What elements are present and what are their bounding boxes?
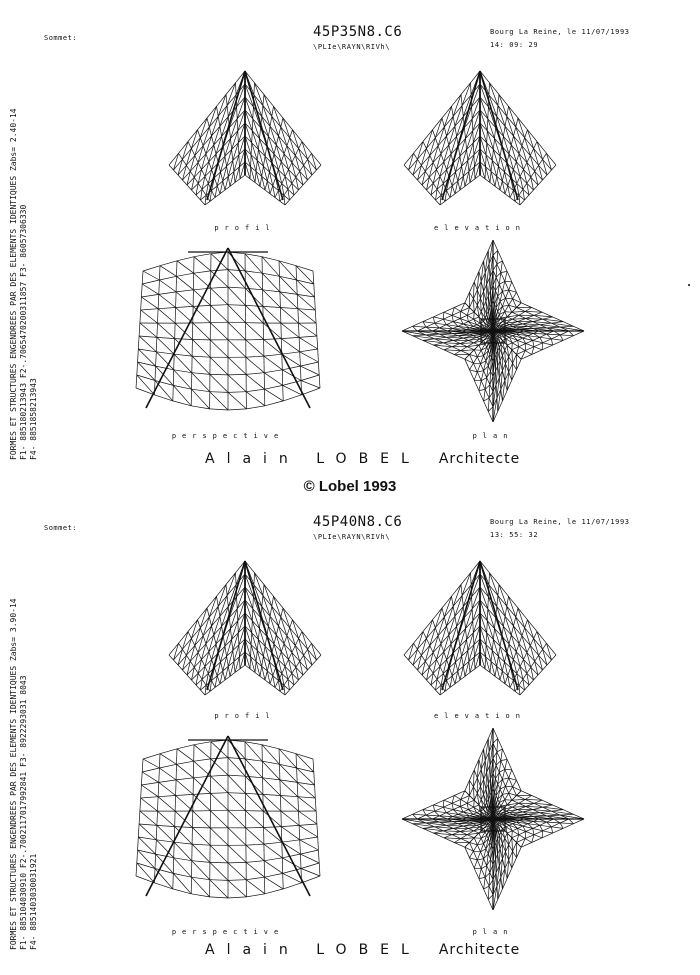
perspective-label: perspective bbox=[128, 928, 328, 936]
side-caption-line-1: FORMES ET STRUCTURES ENGENDREES PAR DES ELEMENTS IDENTIQUES Zabs= 3.90-14 bbox=[9, 598, 18, 950]
sommet-label: Sommet: bbox=[44, 34, 77, 42]
architect-role: Architecte bbox=[439, 942, 520, 958]
place-date: Bourg La Reine, le 11/07/1993 bbox=[490, 28, 630, 36]
perspective-view bbox=[128, 238, 328, 428]
plan-view bbox=[398, 236, 588, 426]
model-code: 45P40N8.C6 bbox=[313, 514, 402, 530]
model-path: \PLIe\RAYN\RIVh\ bbox=[313, 43, 390, 51]
side-caption bbox=[4, 30, 64, 460]
drawing-sheet-2 bbox=[0, 490, 700, 975]
side-caption bbox=[4, 520, 64, 950]
copyright-notice: © Lobel 1993 bbox=[0, 478, 700, 495]
profile-view bbox=[165, 555, 325, 710]
plot-time: 13: 55: 32 bbox=[490, 531, 538, 539]
elevation-label: elevation bbox=[400, 224, 560, 232]
architect-name: Alain LOBEL bbox=[205, 942, 421, 958]
scan-speck bbox=[688, 284, 690, 286]
perspective-view bbox=[128, 726, 328, 916]
architect-name: Alain LOBEL bbox=[205, 451, 421, 467]
model-path: \PLIe\RAYN\RIVh\ bbox=[313, 533, 390, 541]
elevation-view bbox=[400, 555, 560, 710]
side-caption-line-3: F4- 8851858213943 bbox=[29, 378, 38, 460]
profile-view bbox=[165, 65, 325, 220]
side-caption-line-2: F1- 885180213943 F2-.7065470200311857 F3- 86057306330 bbox=[19, 205, 28, 460]
drawing-sheet-1 bbox=[0, 0, 700, 485]
plan-label: plan bbox=[398, 432, 588, 440]
elevation-label: elevation bbox=[400, 712, 560, 720]
side-caption-line-1: FORMES ET STRUCTURES ENGENDREES PAR DES ELEMENTS IDENTIQUES Zabs= 2.40-14 bbox=[9, 108, 18, 460]
perspective-label: perspective bbox=[128, 432, 328, 440]
architect-credit bbox=[205, 942, 520, 958]
profile-label: profil bbox=[165, 712, 325, 720]
side-caption-line-3: F4- 8851403030031921 bbox=[29, 853, 38, 950]
elevation-view bbox=[400, 65, 560, 220]
plan-view bbox=[398, 724, 588, 914]
plan-label: plan bbox=[398, 928, 588, 936]
profile-label: profil bbox=[165, 224, 325, 232]
side-caption-line-2: F1- 885104030910 F2-.7002117017992841 F3- 8922293031 8043 bbox=[19, 675, 28, 950]
architect-credit bbox=[205, 451, 520, 467]
model-code: 45P35N8.C6 bbox=[313, 24, 402, 40]
architect-role: Architecte bbox=[439, 451, 520, 467]
plot-time: 14: 09: 29 bbox=[490, 41, 538, 49]
place-date: Bourg La Reine, le 11/07/1993 bbox=[490, 518, 630, 526]
sommet-label: Sommet: bbox=[44, 524, 77, 532]
